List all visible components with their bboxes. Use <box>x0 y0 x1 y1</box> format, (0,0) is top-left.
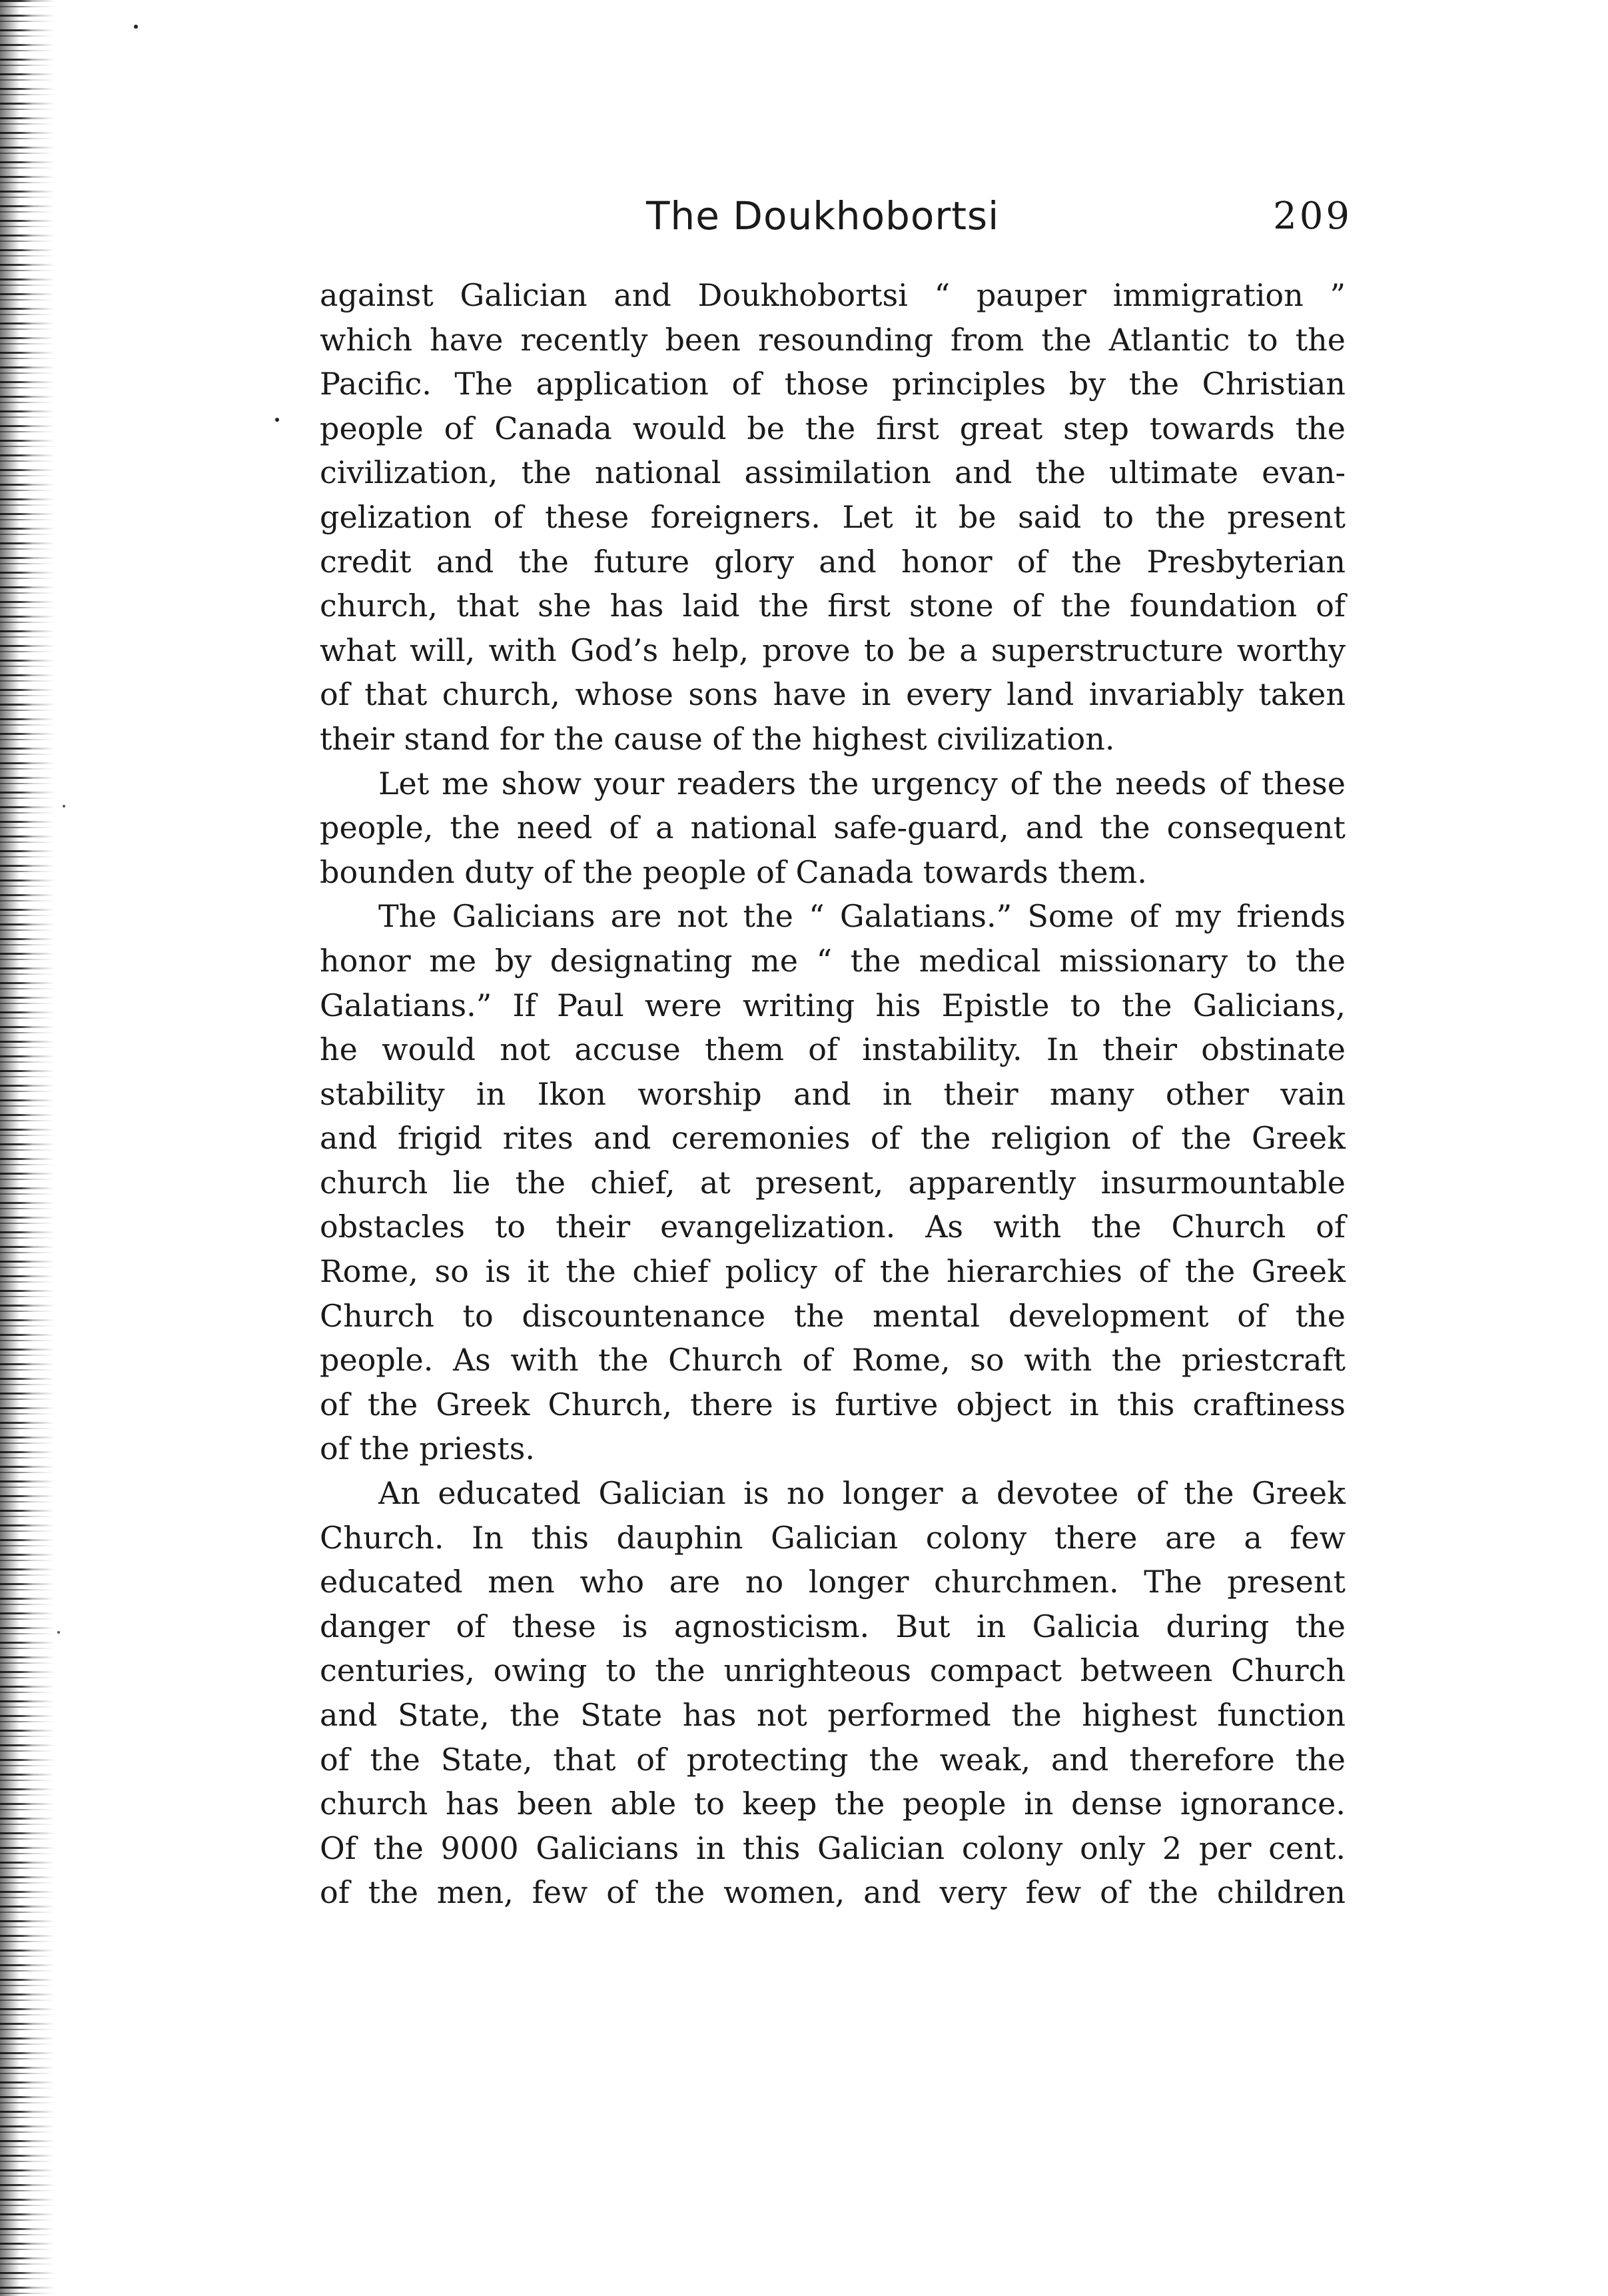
text-line: which have recently been resounding from the Atlantic to the <box>320 321 1346 358</box>
paragraph <box>320 273 1346 762</box>
text-line: Of the 9000 Galicians in this Galician colony only 2 per cent. <box>320 1830 1346 1866</box>
text-line: church lie the chief, at present, apparently insurmountable <box>320 1164 1346 1201</box>
text-line: honor me by designating me “ the medical missionary to the <box>320 942 1346 979</box>
ink-speck <box>134 25 138 29</box>
text-line: Pacific. The application of those principles by the Christian <box>320 366 1346 402</box>
ink-speck <box>275 418 279 422</box>
running-header <box>320 193 1359 253</box>
page-number: 209 <box>1273 195 1352 238</box>
text-line: of the Greek Church, there is furtive object in this craftiness <box>320 1386 1346 1423</box>
text-line: Church. In this dauphin Galician colony there are a few <box>320 1519 1346 1556</box>
text-line: Church to discountenance the mental development of the <box>320 1297 1346 1334</box>
text-line: civilization, the national assimilation and the ultimate evan- <box>320 454 1346 491</box>
text-line: their stand for the cause of the highest civilization. <box>320 720 1115 757</box>
paragraph <box>320 894 1346 1471</box>
text-line: danger of these is agnosticism. But in Galicia during the <box>320 1608 1346 1644</box>
text-line: gelization of these foreigners. Let it be said to the present <box>320 498 1346 535</box>
text-line: people, the need of a national safe-guard, and the consequent <box>320 810 1346 846</box>
ink-speck <box>63 805 65 808</box>
text-line: An educated Galician is no longer a devotee of the Greek <box>378 1475 1346 1512</box>
text-line: and frigid rites and ceremonies of the religion of the Greek <box>320 1120 1346 1157</box>
text-line: stability in Ikon worship and in their many other vain <box>320 1075 1346 1112</box>
text-line: obstacles to their evangelization. As with the Church of <box>320 1209 1346 1245</box>
text-line: educated men who are no longer churchmen. The present <box>320 1564 1346 1600</box>
ink-speck <box>57 1631 60 1634</box>
running-title: The Doukhobortsi <box>646 193 1000 239</box>
body-text <box>320 273 1346 1915</box>
text-line: Let me show your readers the urgency of the needs of these <box>378 765 1346 802</box>
text-line: of that church, whose sons have in every land invariably taken <box>320 676 1346 713</box>
text-line: Galatians.” If Paul were writing his Epistle to the Galicians, <box>320 987 1346 1023</box>
text-line: Rome, so is it the chief policy of the hierarchies of the Greek <box>320 1253 1346 1290</box>
text-line: of the priests. <box>320 1431 535 1467</box>
text-line: centuries, owing to the unrighteous compact between Church <box>320 1652 1346 1689</box>
text-line: church, that she has laid the first stone of the foundation of <box>320 588 1346 624</box>
text-line: people of Canada would be the first great step towards the <box>320 410 1346 446</box>
text-line: he would not accuse them of instability. In their obstinate <box>320 1031 1346 1068</box>
text-line: what will, with God’s help, prove to be a superstructure worthy <box>320 632 1346 668</box>
text-line: and State, the State has not performed the highest function <box>320 1697 1346 1733</box>
text-line: church has been able to keep the people in dense ignorance. <box>320 1786 1346 1822</box>
text-line: of the men, few of the women, and very few of the children <box>320 1874 1346 1911</box>
text-line: of the State, that of protecting the weak, and therefore the <box>320 1741 1346 1778</box>
paragraph <box>320 762 1346 895</box>
paragraph <box>320 1471 1346 1915</box>
text-line: against Galician and Doukhobortsi “ pauper immigration ” <box>320 277 1346 313</box>
text-line: bounden duty of the people of Canada towards them. <box>320 854 1147 890</box>
text-line: credit and the future glory and honor of the Presbyterian <box>320 543 1346 580</box>
text-line: people. As with the Church of Rome, so with the priestcraft <box>320 1342 1346 1379</box>
text-line: The Galicians are not the “ Galatians.” Some of my friends <box>378 898 1346 935</box>
